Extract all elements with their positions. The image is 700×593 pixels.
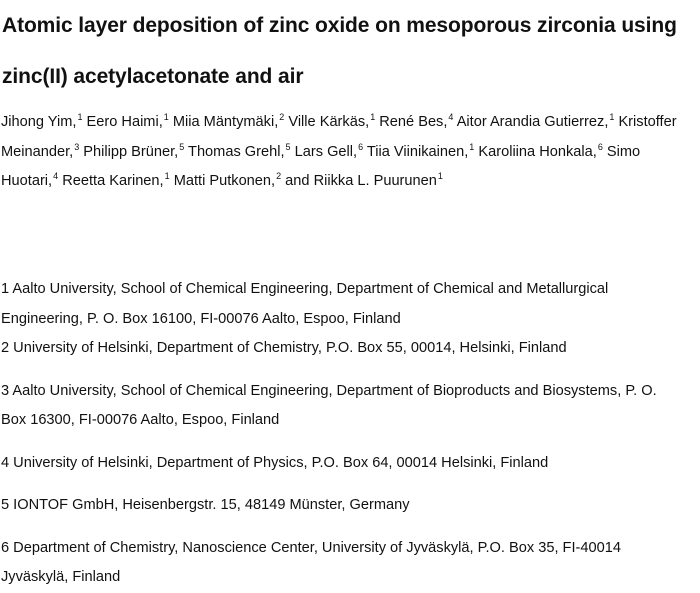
author-name: Lars Gell, (294, 143, 358, 160)
paper-title (2, 0, 692, 102)
author-affiliation-number: 4 (53, 171, 59, 181)
affiliation-item (1, 449, 699, 479)
author-list (1, 108, 699, 197)
affiliation-line: 1 Aalto University, School of Chemical Engineering, Department of Chemical and Metallurgical (1, 281, 609, 297)
author-affiliation-number: 1 (370, 112, 376, 122)
author-name: Thomas Grehl, (188, 143, 285, 160)
author-name-part: Kristoffer (618, 114, 677, 130)
author-affiliation-number: 1 (164, 171, 170, 181)
affiliation-line: Engineering, P. O. Box 16100, FI-00076 Aalto, Espoo, Finland (1, 310, 401, 327)
author-affiliation-number: 1 (437, 171, 443, 181)
author-affiliation-number: 3 (74, 141, 80, 152)
author-line-2 (1, 138, 699, 168)
author-name: Eero Haimi, (86, 114, 163, 130)
affiliation-item (1, 491, 699, 521)
affiliation-item (1, 334, 699, 364)
affiliation-line: 6 Department of Chemistry, Nanoscience Center, University of Jyväskylä, P.O. Box 35, FI-40014 (1, 539, 621, 556)
paper-title-line-1: Atomic layer deposition of zinc oxide on mesoporous zirconia using (2, 14, 677, 37)
author-name: Aitor Arandia Gutierrez, (456, 114, 609, 130)
author-affiliation-number: 1 (77, 112, 83, 122)
affiliation-line: 3 Aalto University, School of Chemical Engineering, Department of Bioproducts and Biosystems, P. O. (1, 382, 657, 399)
affiliation-list (1, 275, 699, 593)
author-affiliation-number: 5 (285, 141, 291, 152)
affiliation-item (1, 275, 699, 334)
author-name: Matti Putkonen, (173, 173, 276, 189)
affiliation-line: 5 IONTOF GmbH, Heisenbergstr. 15, 48149 Münster, Germany (1, 497, 410, 513)
author-name: Ville Kärkäs, (288, 114, 370, 130)
author-name: Miia Mäntymäki, (172, 114, 279, 130)
author-name-part: Simo (606, 143, 641, 160)
author-name: Philipp Brüner, (83, 143, 179, 160)
author-name: René Bes, (379, 114, 448, 130)
author-name: and Riikka L. Puurunen (285, 173, 437, 189)
affiliation-line: Box 16300, FI-00076 Aalto, Espoo, Finland (1, 412, 280, 428)
author-affiliation-number: 1 (609, 112, 615, 122)
author-name: Karoliina Honkala, (478, 143, 597, 160)
author-affiliation-number: 2 (276, 171, 282, 181)
affiliation-item (1, 377, 699, 436)
affiliation-line: 4 University of Helsinki, Department of Physics, P.O. Box 64, 00014 Helsinki, Finland (1, 454, 549, 471)
author-affiliation-number: 6 (358, 141, 364, 152)
affiliation-item (1, 534, 699, 593)
author-name: Reetta Karinen, (62, 173, 164, 189)
author-name-part: Huotari, (1, 173, 53, 189)
affiliation-line: 2 University of Helsinki, Department of Chemistry, P.O. Box 55, 00014, Helsinki, Finland (1, 340, 567, 356)
author-affiliation-number: 1 (469, 141, 475, 152)
author-affiliation-number: 2 (279, 112, 285, 122)
author-name-part: Meinander, (1, 143, 74, 160)
author-affiliation-number: 6 (597, 141, 603, 152)
author-affiliation-number: 5 (179, 141, 185, 152)
affiliation-line: Jyväskylä, Finland (1, 569, 121, 585)
author-name: Tiia Viinikainen, (366, 143, 469, 160)
author-affiliation-number: 1 (163, 112, 169, 122)
author-line-1 (1, 108, 699, 138)
author-name: Jihong Yim, (1, 114, 77, 130)
author-affiliation-number: 4 (448, 112, 454, 122)
author-line-3 (1, 167, 699, 197)
paper-title-line-2: zinc(II) acetylacetonate and air (2, 65, 304, 88)
